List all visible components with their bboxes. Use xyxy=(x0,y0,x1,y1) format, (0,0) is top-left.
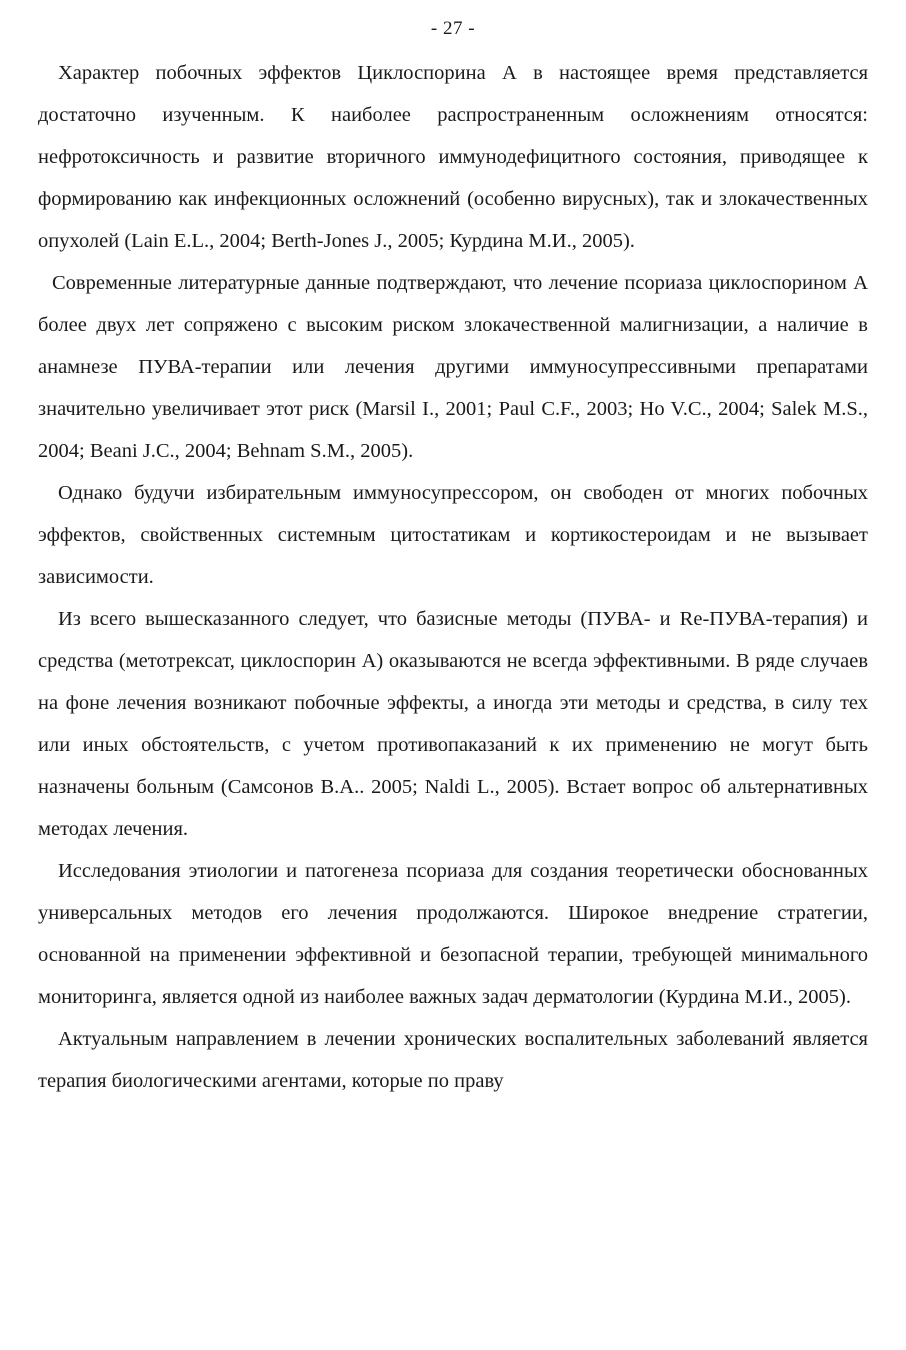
page-number: - 27 - xyxy=(430,18,476,39)
body-text xyxy=(38,52,868,1102)
paragraph-selective-immunosuppressor: Однако будучи избирательным иммуносупрессором, он свободен от многих побочных эффектов, свойственных системным цитостатикам и кортикостероидам и не вызывает зависимости. xyxy=(38,482,868,588)
paragraph-etiology-research: Исследования этиологии и патогенеза псориаза для создания теоретически обоснованных универсальных методов его лечения продолжаются. Широкое внедрение стратегии, основанной на применении эффективной и безопасной терапии, требующей минимального мониторинга, является одной из наиболее важных задач дерматологии (Курдина М.И., 2005). xyxy=(38,860,868,1008)
paragraph-biological-agents: Актуальным направлением в лечении хронических воспалительных заболеваний является терапия биологическими агентами, которые по праву xyxy=(38,1028,868,1092)
paragraph-cyclosporine-side-effects: Характер побочных эффектов Циклоспорина А в настоящее время представляется достаточно изученным. К наиболее распространенным осложнениям относятся: нефротоксичность и развитие вторичного иммунодефицитного состояния, приводящее к формированию как инфекционных осложнений (особенно вирусных), так и злокачественных опухолей (Lain E.L., 2004; Berth-Jones J., 2005; Курдина М.И., 2005). xyxy=(38,62,868,252)
paragraph-basic-methods: Из всего вышесказанного следует, что базисные методы (ПУВА- и Re-ПУВА-терапия) и средства (метотрексат, циклоспорин А) оказываются не всегда эффективными. В ряде случаев на фоне лечения возникают побочные эффекты, а иногда эти методы и средства, в силу тех или иных обстоятельств, с учетом противопаказаний к их применению не могут быть назначены больным (Самсонов В.А.. 2005; Naldi L., 2005). Встает вопрос об альтернативных методах лечения. xyxy=(38,608,868,840)
paragraph-malignancy-risk: Современные литературные данные подтверждают, что лечение псориаза циклоспорином А более двух лет сопряжено с высоким риском злокачественной малигнизации, а наличие в анамнезе ПУВА-терапии или лечения другими иммуносупрессивными препаратами значительно увеличивает этот риск (Marsil I., 2001; Paul C.F., 2003; Ho V.C., 2004; Salek M.S., 2004; Beani J.C., 2004; Behnam S.M., 2005). xyxy=(38,272,868,462)
